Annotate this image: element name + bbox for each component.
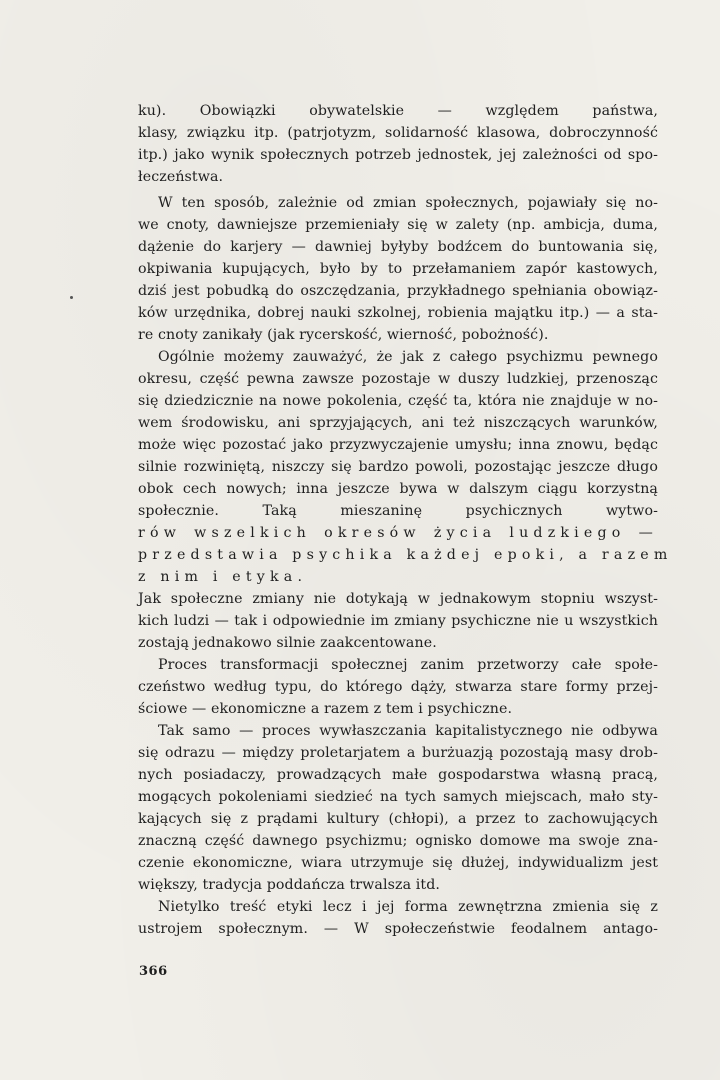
text-line: ściowe — ekonomiczne a razem z tem i psychiczne. xyxy=(138,701,513,717)
text-line: itp.) jako wynik społecznych potrzeb jednostek, jej zależności od spo- xyxy=(138,147,658,163)
text-line: nych posiadaczy, prowadzących małe gospodarstwa własną pracą, xyxy=(138,767,658,783)
text-line: okresu, część pewna zawsze pozostaje w duszy ludzkiej, przenosząc xyxy=(138,371,658,387)
page-body-text xyxy=(138,100,673,940)
text-line: obok cech nowych; inna jeszcze bywa w dalszym ciągu korzystną xyxy=(138,481,658,497)
print-speck xyxy=(70,296,73,299)
spaced-text-line: rów wszelkich okresów życia ludzkiego — xyxy=(138,525,658,541)
text-line: Jak społeczne zmiany nie dotykają w jednakowym stopniu wszyst- xyxy=(138,591,658,607)
text-line: Ogólnie możemy zauważyć, że jak z całego psychizmu pewnego xyxy=(158,349,658,365)
text-line: zostają jednakowo silnie zaakcentowane. xyxy=(138,635,437,651)
page-number: 366 xyxy=(139,964,168,979)
text-line: kich ludzi — tak i odpowiednie im zmiany psychiczne nie u wszystkich xyxy=(138,613,658,629)
text-line: łeczeństwa. xyxy=(138,169,224,185)
text-line: klasy, związku itp. (patrjotyzm, solidarność klasowa, dobroczynność xyxy=(138,125,658,141)
text-line: dążenie do karjery — dawniej byłyby bodźcem do buntowania się, xyxy=(138,239,658,255)
text-line: się odrazu — między proletarjatem a burżuazją pozostają masy drob- xyxy=(138,745,658,761)
text-line: re cnoty zanikały (jak rycerskość, wierność, pobożność). xyxy=(138,327,549,343)
spaced-text-line: z nim i etyka. xyxy=(138,569,308,585)
text-line: kających się z prądami kultury (chłopi), a przez to zachowujących xyxy=(138,811,658,827)
text-line: Proces transformacji społecznej zanim przetworzy całe społe- xyxy=(158,657,658,673)
text-line: Tak samo — proces wywłaszczania kapitalistycznego nie odbywa xyxy=(158,723,658,739)
text-line: dziś jest pobudką do oszczędzania, przykładnego spełniania obowiąz- xyxy=(138,283,658,299)
text-line: znaczną część dawnego psychizmu; ognisko domowe ma swoje zna- xyxy=(138,833,658,849)
text-line: ków urzędnika, dobrej nauki szkolnej, robienia majątku itp.) — a sta- xyxy=(138,305,658,321)
text-line: czeństwo według typu, do którego dąży, stwarza stare formy przej- xyxy=(138,679,658,695)
text-line: większy, tradycja poddańcza trwalsza itd. xyxy=(138,877,440,893)
text-line: W ten sposób, zależnie od zmian społecznych, pojawiały się no- xyxy=(158,195,658,211)
text-line: może więc pozostać jako przyzwyczajenie umysłu; inna znowu, będąc xyxy=(138,437,658,453)
text-line: ustrojem społecznym. — W społeczeństwie feodalnem antago- xyxy=(138,921,658,937)
text-line: się dziedzicznie na nowe pokolenia, część ta, która nie znajduje w no- xyxy=(138,393,658,409)
spaced-text-line: społecznie. Taką mieszaninę psychicznych wytwo- xyxy=(138,503,658,519)
text-line: okpiwania kupujących, było by to przełamaniem zapór kastowych, xyxy=(138,261,658,277)
text-line: ku). Obowiązki obywatelskie — względem państwa, xyxy=(138,103,658,119)
text-line: silnie rozwiniętą, niszczy się bardzo powoli, pozostając jeszcze długo xyxy=(138,459,658,475)
text-line: Nietylko treść etyki lecz i jej forma zewnętrzna zmienia się z xyxy=(158,899,658,915)
text-line: mogących pokoleniami siedzieć na tych samych miejscach, mało sty- xyxy=(138,789,658,805)
text-line: czenie ekonomiczne, wiara utrzymuje się dłużej, indywidualizm jest xyxy=(138,855,658,871)
text-line: wem środowisku, ani sprzyjających, ani też niszczących warunków, xyxy=(138,415,658,431)
spaced-text-line: przedstawia psychika każdej epoki, a razem xyxy=(138,547,673,563)
text-line: we cnoty, dawniejsze przemieniały się w zalety (np. ambicja, duma, xyxy=(138,217,658,233)
